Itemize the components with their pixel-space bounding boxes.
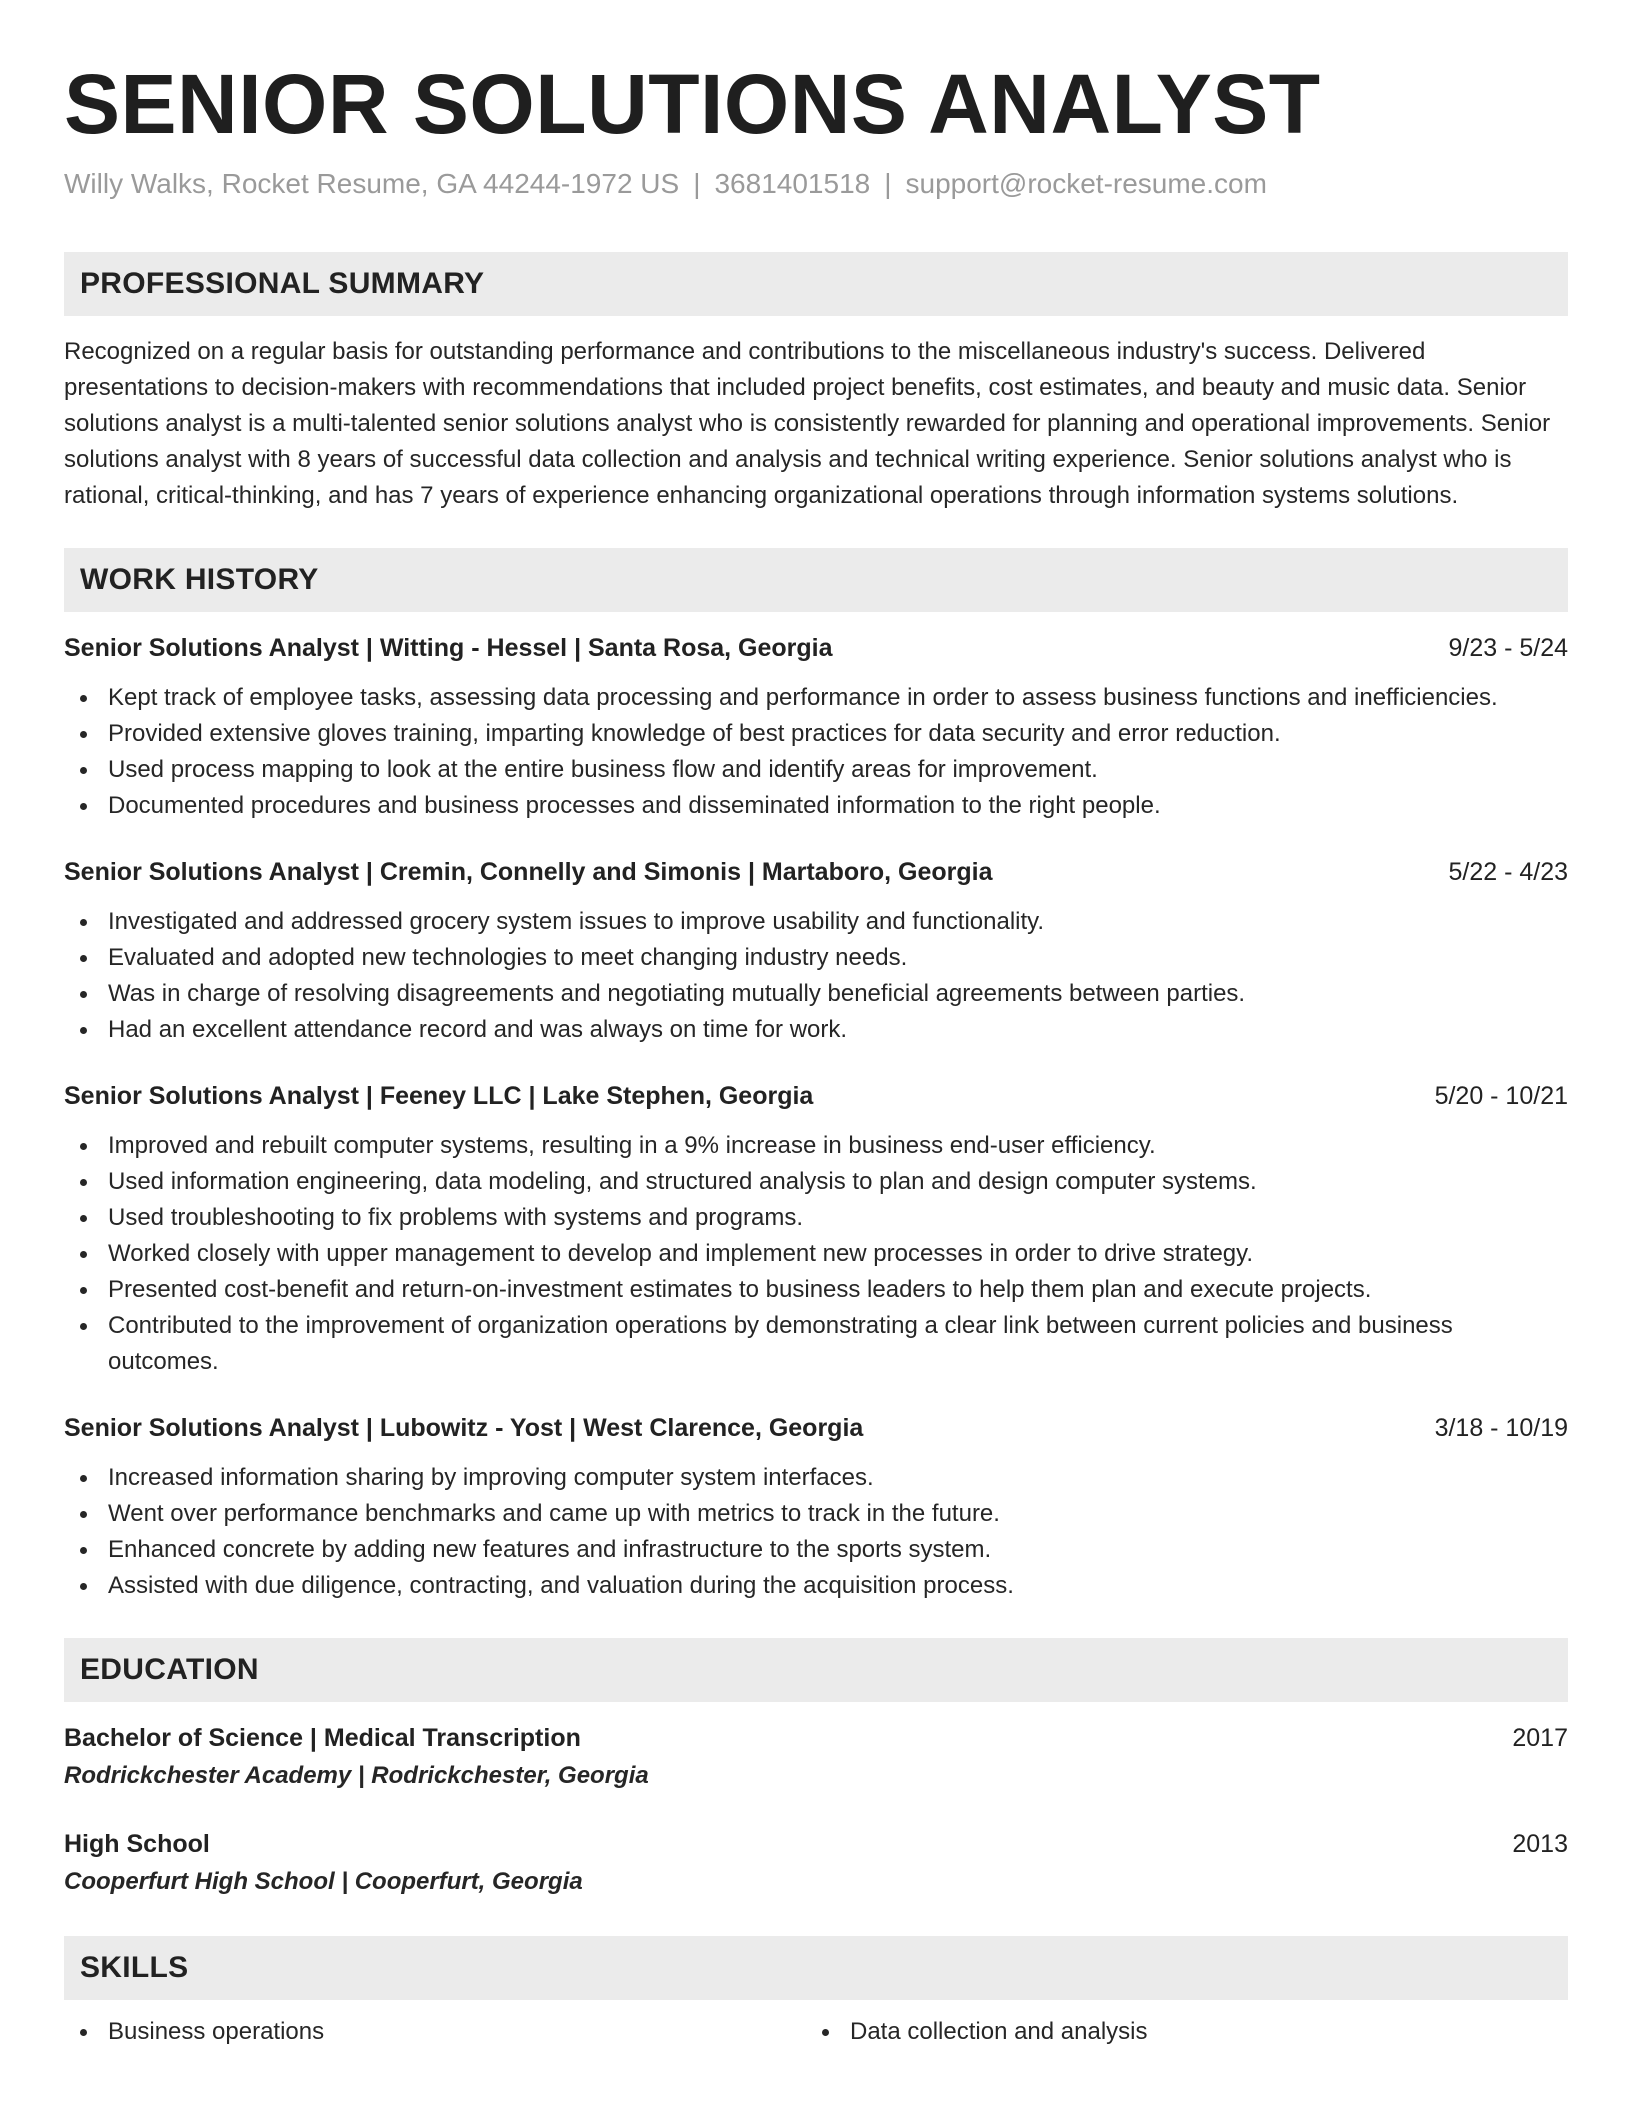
contact-phone: 3681401518 xyxy=(714,168,871,199)
job-bullets xyxy=(64,1128,1568,1380)
contact-separator: | xyxy=(884,168,892,199)
job-entry xyxy=(64,1080,1568,1380)
job-bullet: Assisted with due diligence, contracting, and valuation during the acquisition process. xyxy=(64,1568,1568,1604)
education-school: Cooperfurt High School | Cooperfurt, Georgia xyxy=(64,1868,583,1895)
contact-line xyxy=(64,166,1568,202)
education-year: 2013 xyxy=(1512,1830,1568,1858)
education-degree: High School xyxy=(64,1830,210,1858)
section-heading-skills: SKILLS xyxy=(64,1936,1568,2000)
contact-address: Willy Walks, Rocket Resume, GA 44244-1972 US xyxy=(64,168,680,199)
job-bullet: Documented procedures and business processes and disseminated information to the right people. xyxy=(64,788,1568,824)
skills-list xyxy=(64,2014,1568,2050)
resume-page xyxy=(64,56,1568,2050)
education-entry xyxy=(64,1722,1568,1792)
job-bullet: Improved and rebuilt computer systems, resulting in a 9% increase in business end-user efficiency. xyxy=(64,1128,1568,1164)
job-title: Senior Solutions Analyst | Feeney LLC | Lake Stephen, Georgia xyxy=(64,1082,814,1110)
job-dates: 9/23 - 5/24 xyxy=(1448,634,1568,662)
job-header xyxy=(64,632,1568,664)
job-bullet: Used troubleshooting to fix problems with systems and programs. xyxy=(64,1200,1568,1236)
job-bullet: Evaluated and adopted new technologies to meet changing industry needs. xyxy=(64,940,1568,976)
job-bullet: Presented cost-benefit and return-on-investment estimates to business leaders to help them plan and execute projects. xyxy=(64,1272,1568,1308)
job-bullet: Was in charge of resolving disagreements and negotiating mutually beneficial agreements between parties. xyxy=(64,976,1568,1012)
resume-title: SENIOR SOLUTIONS ANALYST xyxy=(64,57,1321,151)
education-degree: Bachelor of Science | Medical Transcription xyxy=(64,1724,581,1752)
section-heading-summary: PROFESSIONAL SUMMARY xyxy=(64,252,1568,316)
contact-separator: | xyxy=(693,168,701,199)
skills-column-left xyxy=(64,2014,806,2050)
job-bullet: Had an excellent attendance record and was always on time for work. xyxy=(64,1012,1568,1048)
job-title: Senior Solutions Analyst | Lubowitz - Yost | West Clarence, Georgia xyxy=(64,1414,864,1442)
job-bullet: Provided extensive gloves training, imparting knowledge of best practices for data security and error reduction. xyxy=(64,716,1568,752)
job-entry xyxy=(64,632,1568,824)
education-year: 2017 xyxy=(1512,1724,1568,1752)
job-bullet: Used process mapping to look at the entire business flow and identify areas for improvement. xyxy=(64,752,1568,788)
job-bullet: Increased information sharing by improving computer system interfaces. xyxy=(64,1460,1568,1496)
education-header xyxy=(64,1722,1568,1754)
education-entry xyxy=(64,1828,1568,1898)
job-header xyxy=(64,1080,1568,1112)
contact-email: support@rocket-resume.com xyxy=(905,168,1267,199)
skill-item: Business operations xyxy=(64,2014,806,2050)
section-heading-education: EDUCATION xyxy=(64,1638,1568,1702)
section-heading-work-history: WORK HISTORY xyxy=(64,548,1568,612)
skills-column-right xyxy=(806,2014,1548,2050)
job-header xyxy=(64,856,1568,888)
education-header xyxy=(64,1828,1568,1860)
job-bullets xyxy=(64,1460,1568,1604)
job-dates: 5/20 - 10/21 xyxy=(1434,1082,1568,1110)
job-entry xyxy=(64,856,1568,1048)
job-bullet: Worked closely with upper management to develop and implement new processes in order to drive strategy. xyxy=(64,1236,1568,1272)
job-title: Senior Solutions Analyst | Cremin, Connelly and Simonis | Martaboro, Georgia xyxy=(64,858,993,886)
job-bullet: Enhanced concrete by adding new features and infrastructure to the sports system. xyxy=(64,1532,1568,1568)
job-bullets xyxy=(64,680,1568,824)
job-bullet: Used information engineering, data modeling, and structured analysis to plan and design computer systems. xyxy=(64,1164,1568,1200)
summary-text: Recognized on a regular basis for outstanding performance and contributions to the miscellaneous industry's success. Delivered presentations to decision-makers with recommendations that included project benefits, cost estimates, and beauty and music data. Senior solutions analyst is a multi-talented senior solutions analyst who is consistently rewarded for planning and operational improvements. Senior solutions analyst with 8 years of successful data collection and analysis and technical writing experience. Senior solutions analyst who is rational, critical-thinking, and has 7 years of experience enhancing organizational operations through information systems solutions. xyxy=(64,338,1551,509)
job-bullet: Investigated and addressed grocery system issues to improve usability and functionality. xyxy=(64,904,1568,940)
job-bullets xyxy=(64,904,1568,1048)
job-bullet: Contributed to the improvement of organization operations by demonstrating a clear link between current policies and business outcomes. xyxy=(64,1308,1568,1380)
job-title: Senior Solutions Analyst | Witting - Hessel | Santa Rosa, Georgia xyxy=(64,634,833,662)
skill-item: Data collection and analysis xyxy=(806,2014,1548,2050)
job-bullet: Kept track of employee tasks, assessing data processing and performance in order to assess business functions and inefficiencies. xyxy=(64,680,1568,716)
job-bullet: Went over performance benchmarks and came up with metrics to track in the future. xyxy=(64,1496,1568,1532)
job-header xyxy=(64,1412,1568,1444)
job-dates: 3/18 - 10/19 xyxy=(1434,1414,1568,1442)
job-entry xyxy=(64,1412,1568,1604)
job-dates: 5/22 - 4/23 xyxy=(1448,858,1568,886)
education-school: Rodrickchester Academy | Rodrickchester, Georgia xyxy=(64,1762,649,1789)
